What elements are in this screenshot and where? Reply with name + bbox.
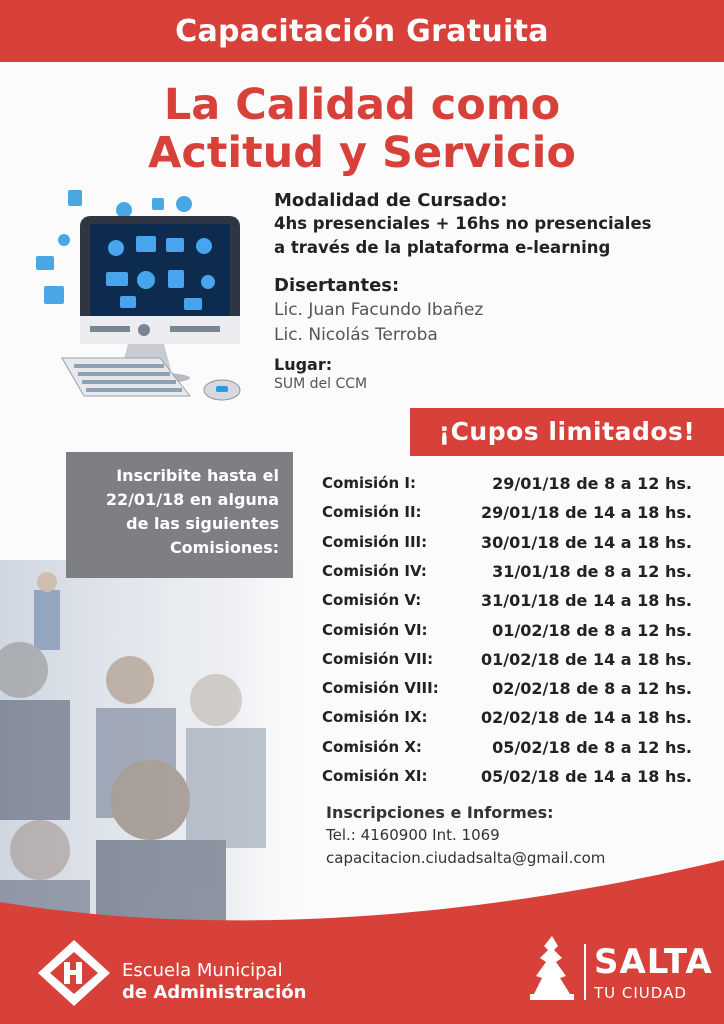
- comision-row: [322, 503, 702, 529]
- comision-date: 01/02/18 de 8 a 12 hs.: [492, 621, 692, 640]
- page-title-line2: Actitud y Servicio: [148, 128, 576, 178]
- comision-label: Comisión VI:: [322, 621, 428, 639]
- cupos-banner: [410, 408, 724, 456]
- comision-date: 01/02/18 de 14 a 18 hs.: [481, 650, 692, 669]
- header-banner: [0, 0, 724, 62]
- comision-row: [322, 650, 702, 676]
- escuela-municipal-logo-icon: [38, 940, 110, 1006]
- comision-date: 02/02/18 de 8 a 12 hs.: [492, 679, 692, 698]
- comision-label: Comisión VII:: [322, 650, 434, 668]
- computer-illustration-icon: [24, 182, 264, 412]
- comision-row: [322, 738, 702, 764]
- escuela-line-2: de Administración: [122, 982, 307, 1003]
- comision-date: 29/01/18 de 14 a 18 hs.: [481, 503, 692, 522]
- modalidad-label: Modalidad de Cursado:: [274, 190, 508, 211]
- comision-label: Comisión III:: [322, 533, 428, 551]
- modalidad-line-2: a través de la plataforma e-learning: [274, 238, 611, 257]
- comision-label: Comisión X:: [322, 738, 422, 756]
- comision-row: [322, 533, 702, 559]
- comision-date: 02/02/18 de 14 a 18 hs.: [481, 708, 692, 727]
- header-banner-text: Capacitación Gratuita: [175, 14, 549, 49]
- comision-date: 29/01/18 de 8 a 12 hs.: [492, 474, 692, 493]
- comision-label: Comisión V:: [322, 591, 422, 609]
- comision-label: Comisión XI:: [322, 767, 428, 785]
- lugar-value: SUM del CCM: [274, 376, 368, 392]
- salta-wordmark: SALTA: [594, 942, 713, 982]
- comision-label: Comisión IV:: [322, 562, 427, 580]
- comision-label: Comisión II:: [322, 503, 422, 521]
- modalidad-line-1: 4hs presenciales + 16hs no presenciales: [274, 214, 652, 233]
- inscription-line-2: 22/01/18 en alguna: [105, 490, 279, 509]
- comision-row: [322, 679, 702, 705]
- contact-label: Inscripciones e Informes:: [326, 803, 554, 822]
- disertante-1: Lic. Juan Facundo Ibañez: [274, 300, 484, 320]
- comision-row: [322, 591, 702, 617]
- comision-row: [322, 562, 702, 588]
- comision-label: Comisión IX:: [322, 708, 428, 726]
- comision-date: 31/01/18 de 8 a 12 hs.: [492, 562, 692, 581]
- comision-date: 31/01/18 de 14 a 18 hs.: [481, 591, 692, 610]
- comision-row: [322, 767, 702, 793]
- cupos-text: ¡Cupos limitados!: [438, 417, 696, 446]
- page-title-line1: La Calidad como: [163, 80, 561, 130]
- comision-label: Comisión VIII:: [322, 679, 439, 697]
- salta-emblem-icon: [526, 932, 578, 1002]
- salta-tagline: TU CIUDAD: [594, 984, 687, 1002]
- inscription-box: [66, 452, 293, 578]
- contact-email: capacitacion.ciudadsalta@gmail.com: [326, 849, 606, 867]
- comision-row: [322, 474, 702, 500]
- inscription-line-1: Inscribite hasta el: [116, 466, 279, 485]
- lugar-label: Lugar:: [274, 355, 333, 374]
- comision-date: 30/01/18 de 14 a 18 hs.: [481, 533, 692, 552]
- comision-row: [322, 621, 702, 647]
- inscription-line-3: de las siguientes: [126, 514, 279, 533]
- disertantes-label: Disertantes:: [274, 275, 400, 296]
- comision-date: 05/02/18 de 8 a 12 hs.: [492, 738, 692, 757]
- disertante-2: Lic. Nicolás Terroba: [274, 325, 438, 345]
- escuela-line-1: Escuela Municipal: [122, 960, 283, 981]
- comision-label: Comisión I:: [322, 474, 416, 492]
- contact-phone: Tel.: 4160900 Int. 1069: [326, 826, 500, 844]
- salta-divider: [584, 944, 586, 1000]
- comision-date: 05/02/18 de 14 a 18 hs.: [481, 767, 692, 786]
- inscription-line-4: Comisiones:: [169, 538, 279, 557]
- comision-row: [322, 708, 702, 734]
